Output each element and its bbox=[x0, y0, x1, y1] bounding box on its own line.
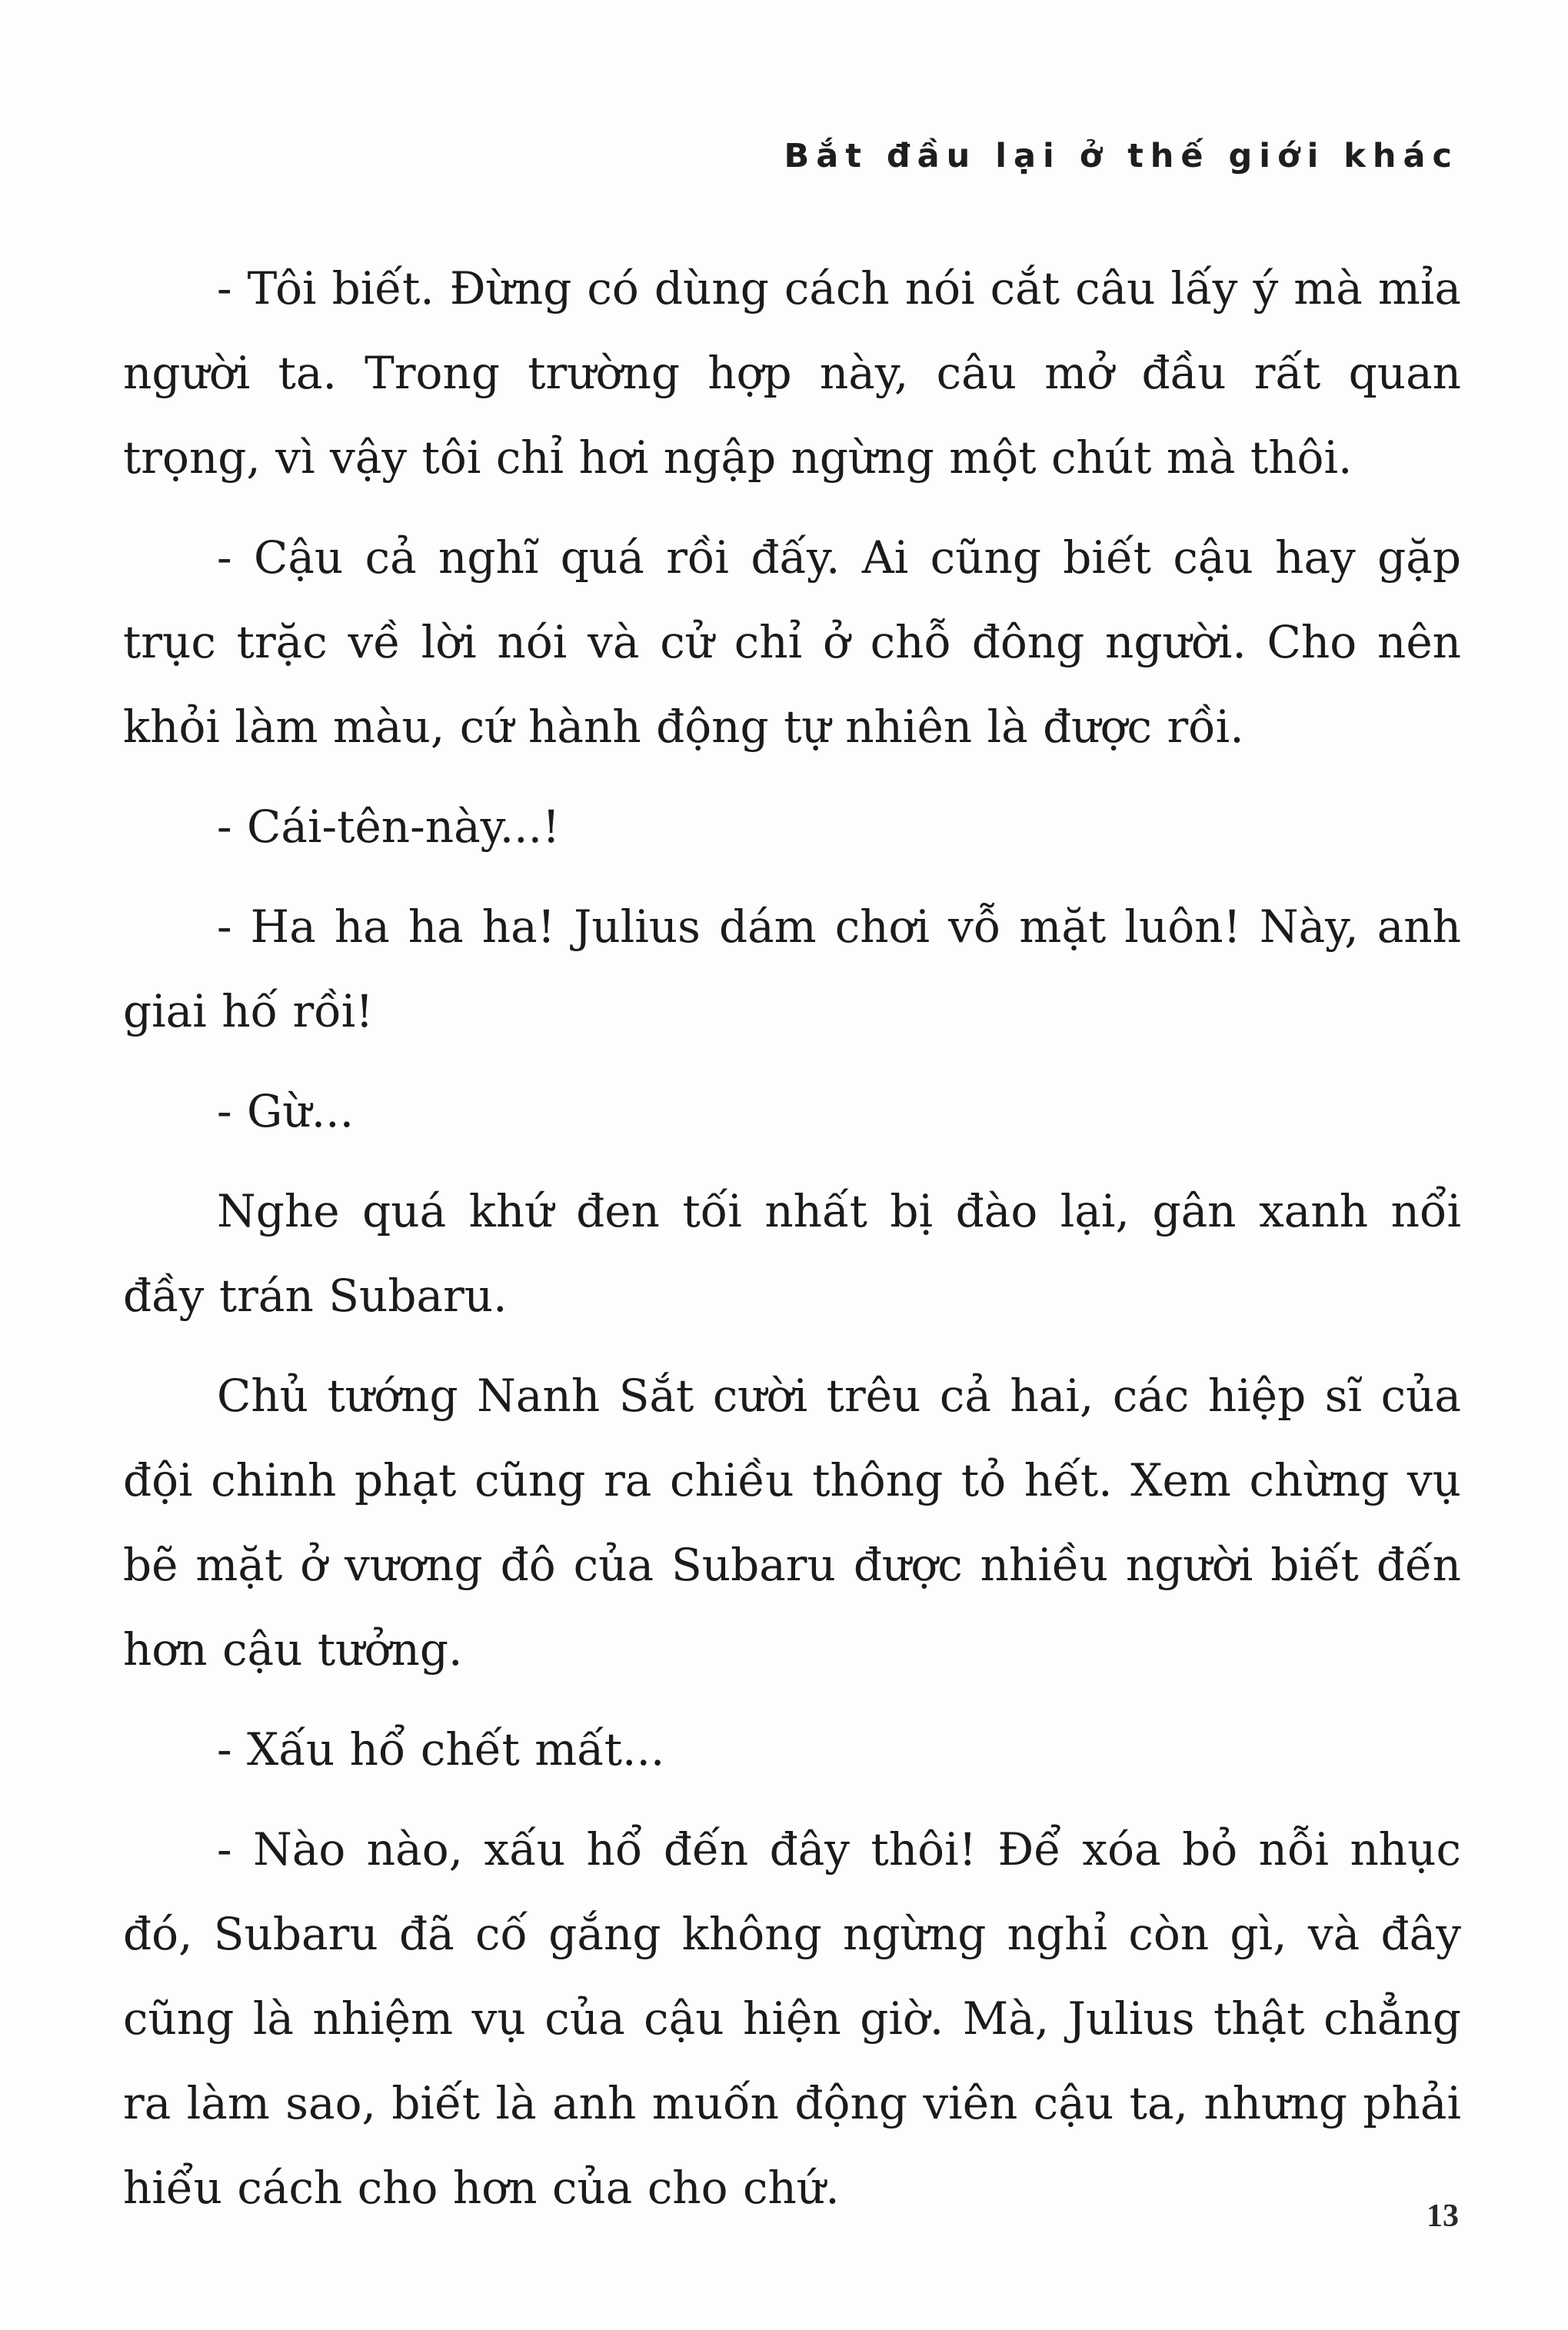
paragraph: Chủ tướng Nanh Sắt cười trêu cả hai, các hiệp sĩ của đội chinh phạt cũng ra chiều thông tỏ hết. Xem chừng vụ bẽ mặt ở vương đô của Subaru được nhiều người biết đến hơn cậu tưởng. bbox=[123, 1370, 1461, 1676]
paragraph: - Cái-tên-này...! bbox=[217, 801, 561, 853]
paragraph: - Ha ha ha ha! Julius dám chơi vỗ mặt luôn! Này, anh giai hố rồi! bbox=[123, 900, 1461, 1037]
paragraph: - Tôi biết. Đừng có dùng cách nói cắt câu lấy ý mà mỉa người ta. Trong trường hợp này, câu mở đầu rất quan trọng, vì vậy tôi chỉ hơi ngập ngừng một chút mà thôi. bbox=[123, 262, 1461, 484]
paragraph: - Gừ... bbox=[217, 1085, 355, 1137]
body-text bbox=[123, 246, 1461, 2245]
paragraph: Nghe quá khứ đen tối nhất bị đào lại, gân xanh nổi đầy trán Subaru. bbox=[123, 1185, 1461, 1322]
paragraph: - Xấu hổ chết mất... bbox=[217, 1723, 665, 1776]
page-number: 13 bbox=[1427, 2199, 1459, 2234]
paragraph: - Cậu cả nghĩ quá rồi đấy. Ai cũng biết cậu hay gặp trục trặc về lời nói và cử chỉ ở chỗ đông người. Cho nên khỏi làm màu, cứ hành động tự nhiên là được rồi. bbox=[123, 531, 1461, 753]
running-header: Bắt đầu lại ở thế giới khác bbox=[784, 137, 1459, 175]
paragraph: - Nào nào, xấu hổ đến đây thôi! Để xóa bỏ nỗi nhục đó, Subaru đã cố gắng không ngừng nghỉ còn gì, và đây cũng là nhiệm vụ của cậu hiện giờ. Mà, Julius thật chẳng ra làm sao, biết là anh muốn động viên cậu ta, nhưng phải hiểu cách cho hơn của cho chứ. bbox=[123, 1823, 1461, 2214]
